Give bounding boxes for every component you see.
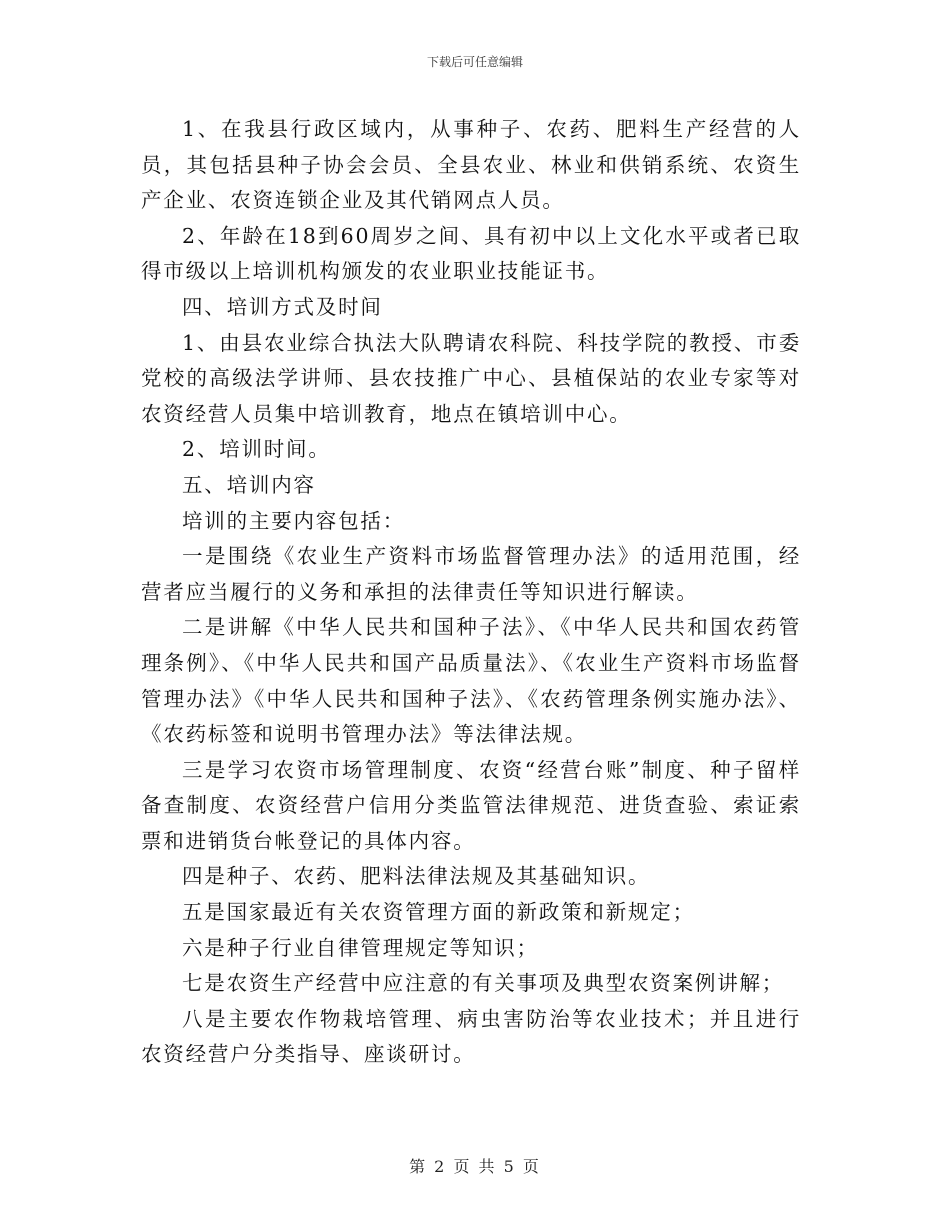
- paragraph: 1、由县农业综合执法大队聘请农科院、科技学院的教授、市委党校的高级法学讲师、县农技推广中心、县植保站的农业专家等对农资经营人员集中培训教育，地点在镇培训中心。: [141, 330, 801, 426]
- section-heading: 四、培训方式及时间: [182, 294, 383, 319]
- paragraph: 一是围绕《农业生产资料市场监督管理办法》的适用范围，经营者应当履行的义务和承担的法律责任等知识进行解读。: [141, 544, 801, 604]
- paragraph: 四是种子、农药、肥料法律法规及其基础知识。: [182, 864, 651, 889]
- paragraph: 1、在我县行政区域内，从事种子、农药、肥料生产经营的人员，其包括县种子协会会员、全县农业、林业和供销系统、农资生产企业、农资连锁企业及其代销网点人员。: [141, 117, 801, 213]
- paragraph: 二是讲解《中华人民共和国种子法》、《中华人民共和国农药管理条例》、《中华人民共和国产品质量法》、《农业生产资料市场监督管理办法》《中华人民共和国种子法》、《农药管理条例实施办法》、《农药标签和说明书管理办法》等法律法规。: [141, 615, 801, 747]
- paragraph: 2、培训时间。: [182, 437, 331, 462]
- paragraph: 三是学习农资市场管理制度、农资“经营台账”制度、种子留样备查制度、农资经营户信用分类监管法律规范、进货查验、索证索票和进销货台帐登记的具体内容。: [141, 757, 801, 853]
- page-header-note: 下载后可任意编辑: [426, 55, 523, 69]
- paragraph: 六是种子行业自律管理规定等知识；: [182, 935, 539, 960]
- section-heading: 五、培训内容: [182, 472, 316, 497]
- paragraph: 五是国家最近有关农资管理方面的新政策和新规定；: [182, 900, 695, 925]
- document-body: [141, 112, 801, 1073]
- paragraph: 八是主要农作物栽培管理、病虫害防治等农业技术；并且进行农资经营户分类指导、座谈研讨。: [141, 1006, 801, 1067]
- page-number: 第 2 页 共 5 页: [409, 1157, 541, 1176]
- paragraph: 2、年龄在18到60周岁之间、具有初中以上文化水平或者已取得市级以上培训机构颁发的农业职业技能证书。: [141, 223, 801, 284]
- paragraph: 培训的主要内容包括：: [182, 508, 405, 533]
- paragraph: 七是农资生产经营中应注意的有关事项及典型农资案例讲解；: [182, 971, 785, 996]
